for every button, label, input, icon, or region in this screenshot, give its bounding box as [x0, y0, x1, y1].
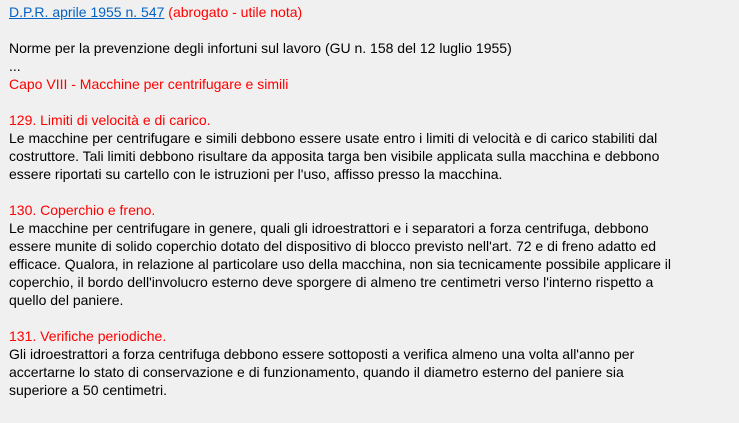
- article-131: [9, 327, 730, 399]
- article-text-line: quello del paniere.: [9, 292, 124, 308]
- article-title: 131. Verifiche periodiche.: [9, 328, 167, 344]
- article-text-line: Le macchine per centrifugare e simili debbono essere usate entro i limiti di velocità e di carico stabiliti dal: [9, 130, 658, 146]
- document-header: [9, 3, 730, 21]
- article-title: 129. Limiti di velocità e di carico.: [9, 112, 211, 128]
- ellipsis: ...: [9, 58, 21, 74]
- article-text-line: Gli idroestrattori a forza centrifuga debbono essere sottoposti a verifica almeno una volta all'anno per: [9, 346, 635, 362]
- article-129: [9, 111, 730, 183]
- article-text-line: accertarne lo stato di conservazione e di funzionamento, quando il diametro esterno del paniere sia: [9, 364, 624, 380]
- article-130: [9, 201, 730, 309]
- repeal-note: (abrogato - utile nota): [168, 4, 303, 20]
- law-link[interactable]: D.P.R. aprile 1955 n. 547: [9, 4, 165, 20]
- article-text-line: superiore a 50 centimetri.: [9, 382, 167, 398]
- article-text-line: essere munite di solido coperchio dotato del dispositivo di blocco previsto nell'art. 72 e di freno adatto ed: [9, 238, 657, 254]
- article-text-line: costruttore. Tali limiti debbono risultare da apposita targa ben visibile applicata sulla macchina e debbono: [9, 148, 660, 164]
- article-text-line: Le macchine per centrifugare in genere, quali gli idroestrattori e i separatori a forza centrifuga, debbono: [9, 220, 649, 236]
- article-text-line: coperchio, il bordo dell'involucro esterno deve sporgere di almeno tre centimetri verso l'interno rispetto a: [9, 274, 654, 290]
- article-text-line: efficace. Qualora, in relazione al particolare uso della macchina, non sia tecnicamente possibile applicare il: [9, 256, 671, 272]
- law-subtitle: Norme per la prevenzione degli infortuni sul lavoro (GU n. 158 del 12 luglio 1955): [9, 40, 512, 56]
- article-text-line: essere riportati su cartello con le istruzioni per l'uso, affisso presso la macchina.: [9, 166, 503, 182]
- article-title: 130. Coperchio e freno.: [9, 202, 156, 218]
- chapter-title: Capo VIII - Macchine per centrifugare e simili: [9, 76, 289, 92]
